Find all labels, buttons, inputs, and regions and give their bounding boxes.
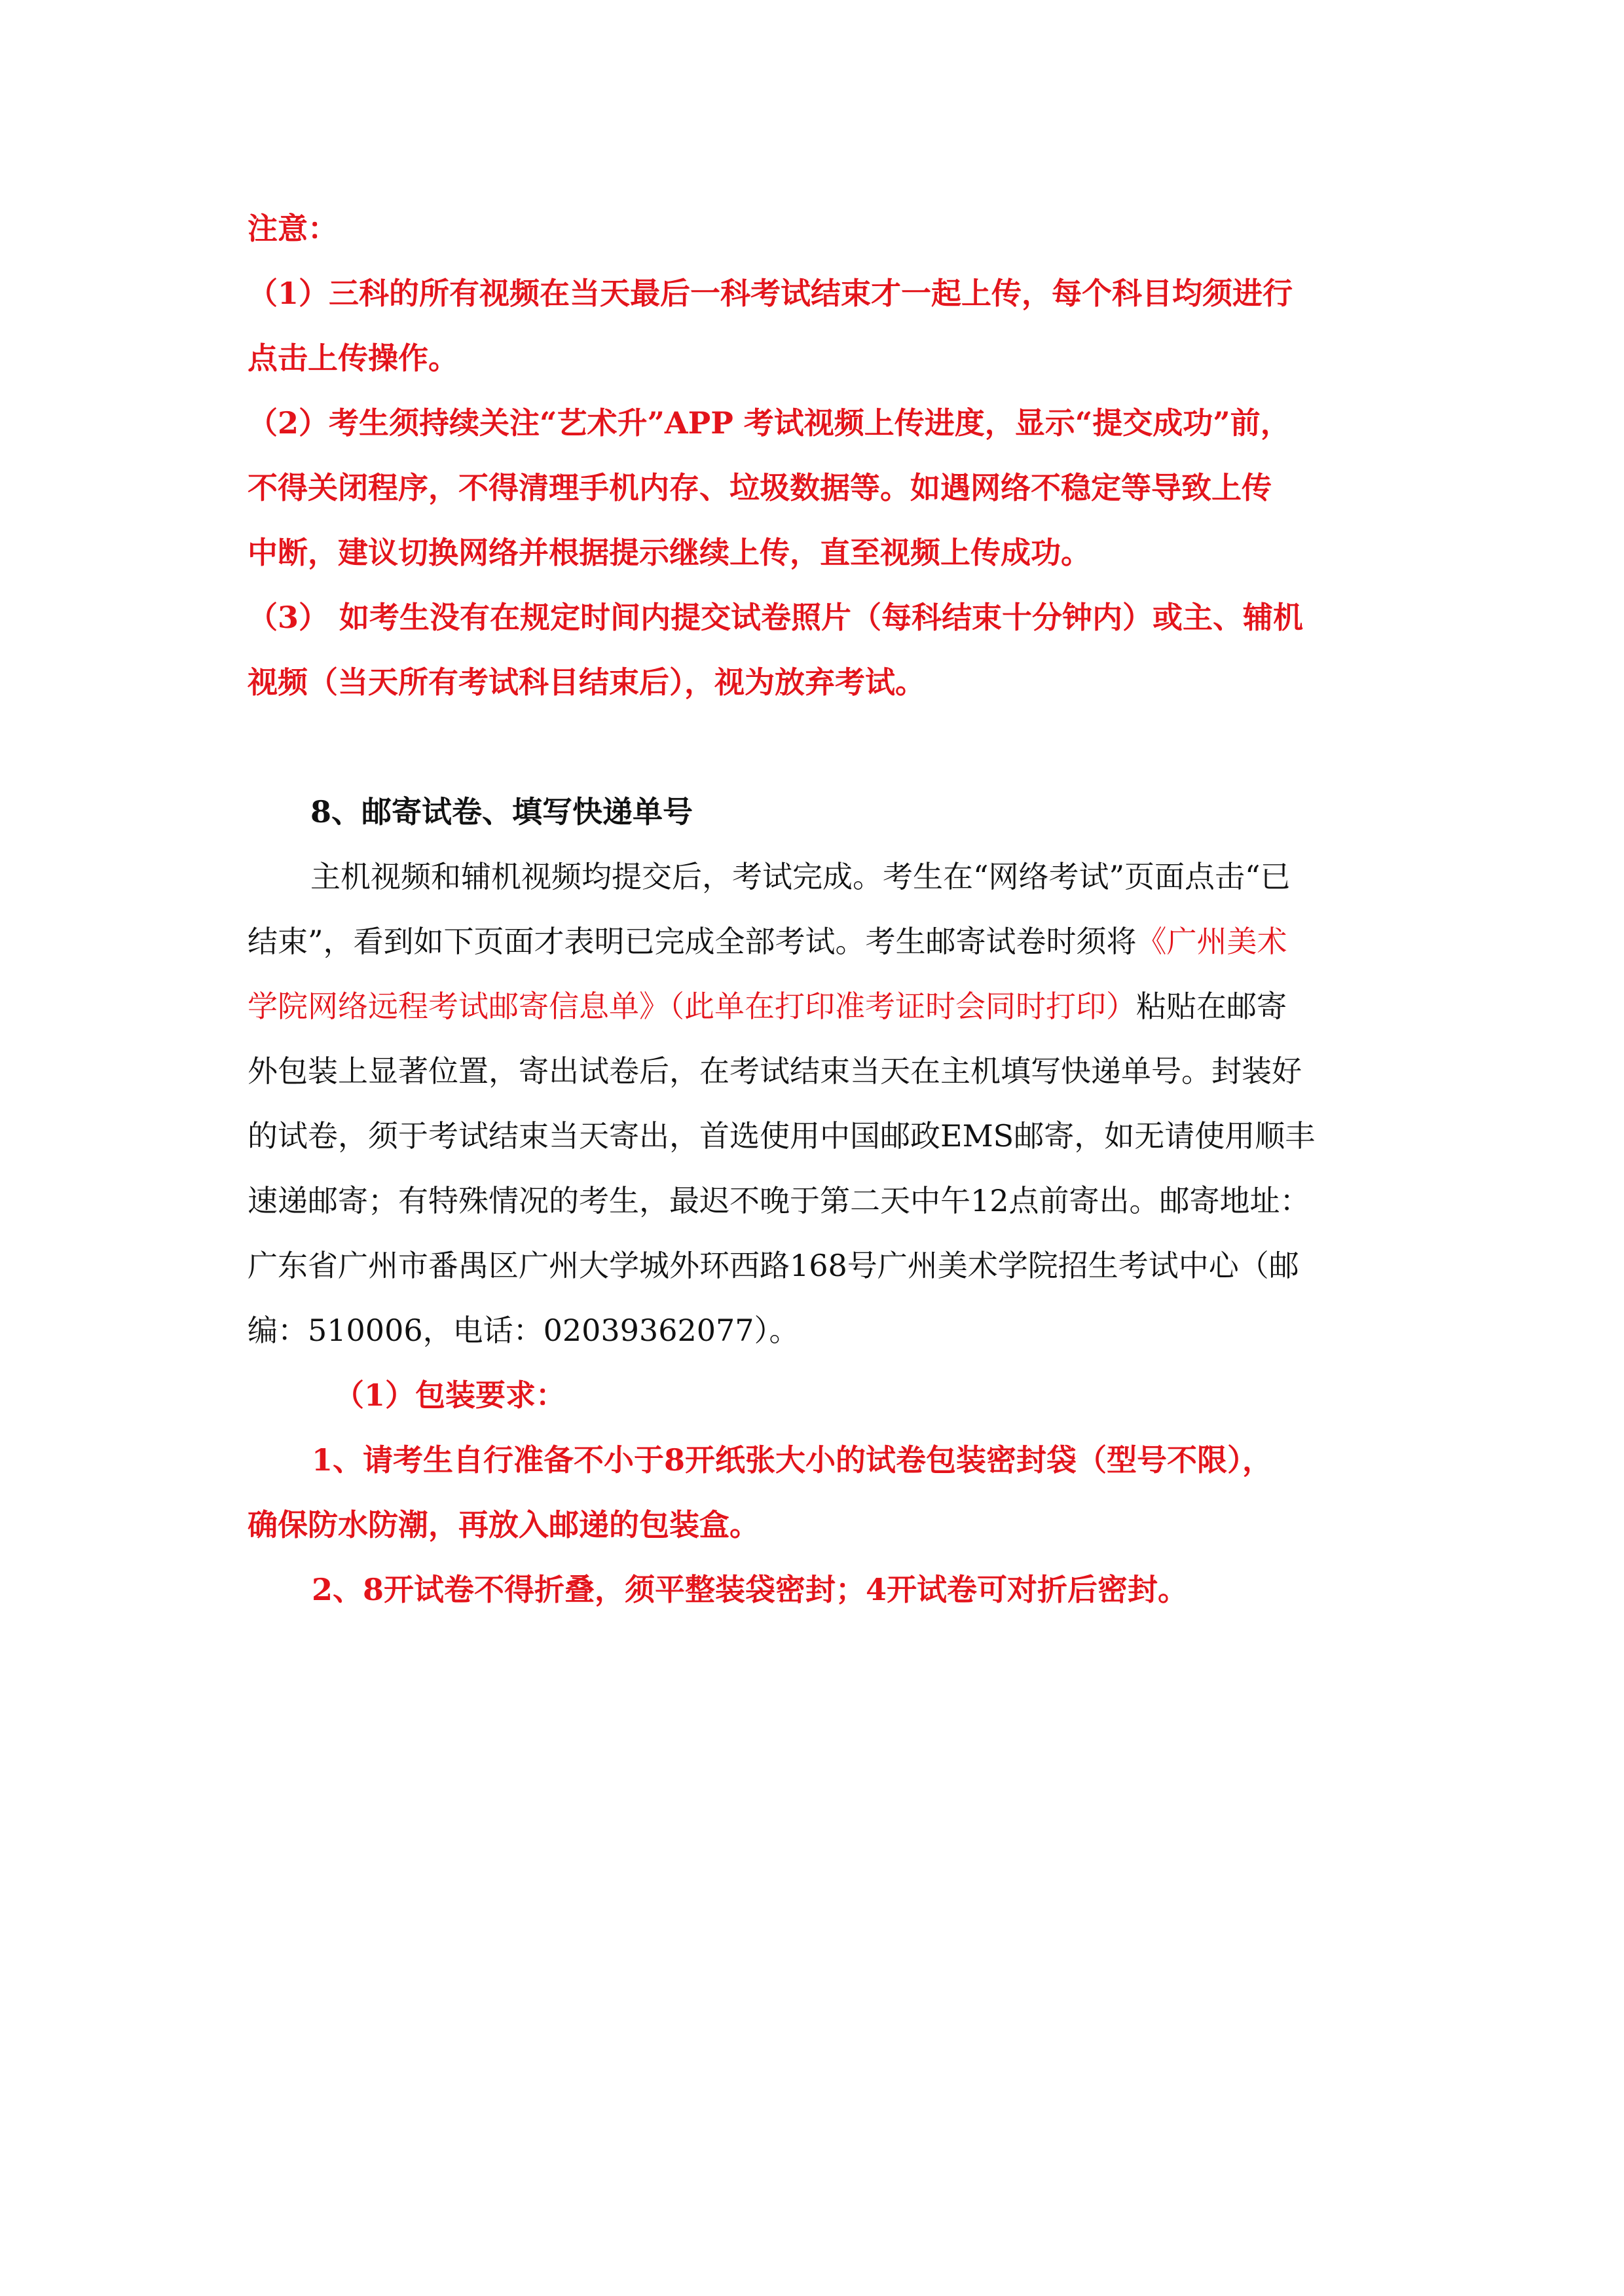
section-8-para-line-3 bbox=[248, 974, 1387, 1039]
notice-item-2-line-3: 中断，建议切换网络并根据提示继续上传，直至视频上传成功。 bbox=[248, 535, 1091, 570]
packaging-req-1-line-1: 1、请考生自行准备不小于8开纸张大小的试卷包装密封袋（型号不限）， bbox=[312, 1442, 1273, 1478]
section-8-para-line-5: 的试卷，须于考试结束当天寄出，首选使用中国邮政EMS邮寄，如无请使用顺丰 bbox=[248, 1118, 1316, 1154]
section-8-para-line-2 bbox=[248, 909, 1387, 974]
para-line-3-text: 粘贴在邮寄 bbox=[1136, 989, 1287, 1024]
section-spacer bbox=[248, 715, 1387, 780]
notice-item-3-line-2: 视频（当天所有考试科目结束后），视为放弃考试。 bbox=[248, 665, 925, 700]
section-8-para-line-6: 速递邮寄；有特殊情况的考生，最迟不晚于第二天中午12点前寄出。邮寄地址： bbox=[248, 1183, 1310, 1218]
notice-item-1-line-2: 点击上传操作。 bbox=[248, 340, 458, 376]
section-8-para-line-7: 广东省广州市番禺区广州大学城外环西路168号广州美术学院招生考试中心（邮 bbox=[248, 1248, 1299, 1283]
section-8-title: 8、邮寄试卷、填写快递单号 bbox=[310, 794, 693, 829]
packaging-title: （1）包装要求： bbox=[334, 1377, 566, 1413]
section-8-para-line-4: 外包装上显著位置，寄出试卷后，在考试结束当天在主机填写快递单号。封装好 bbox=[248, 1053, 1302, 1089]
info-sheet-title-part-1: 《广州美术 bbox=[1136, 924, 1287, 959]
document-content bbox=[248, 196, 1387, 1622]
section-8-para-line-1: 主机视频和辅机视频均提交后，考试完成。考生在“网络考试”页面点击“已 bbox=[310, 859, 1291, 894]
para-line-2-text: 结束”，看到如下页面才表明已完成全部考试。考生邮寄试卷时须将 bbox=[248, 924, 1137, 959]
notice-item-3-line-1: （3） 如考生没有在规定时间内提交试卷照片（每科结束十分钟内）或主、辅机 bbox=[248, 600, 1304, 635]
notice-item-2-line-1: （2）考生须持续关注“艺术升”APP 考试视频上传进度，显示“提交成功”前， bbox=[248, 405, 1291, 441]
packaging-req-1-line-2: 确保防水防潮，再放入邮递的包装盒。 bbox=[248, 1507, 760, 1542]
info-sheet-title-part-2: 学院网络远程考试邮寄信息单》（此单在打印准考证时会同时打印） bbox=[248, 989, 1136, 1024]
notice-item-2-line-2: 不得关闭程序，不得清理手机内存、垃圾数据等。如遇网络不稳定等导致上传 bbox=[248, 470, 1272, 505]
notice-item-1-line-1: （1）三科的所有视频在当天最后一科考试结束才一起上传，每个科目均须进行 bbox=[248, 276, 1293, 311]
packaging-req-2: 2、8开试卷不得折叠，须平整装袋密封；4开试卷可对折后密封。 bbox=[312, 1572, 1189, 1607]
section-8-para-line-8: 编：510006，电话：02039362077）。 bbox=[248, 1313, 800, 1348]
notice-heading: 注意： bbox=[248, 211, 338, 246]
